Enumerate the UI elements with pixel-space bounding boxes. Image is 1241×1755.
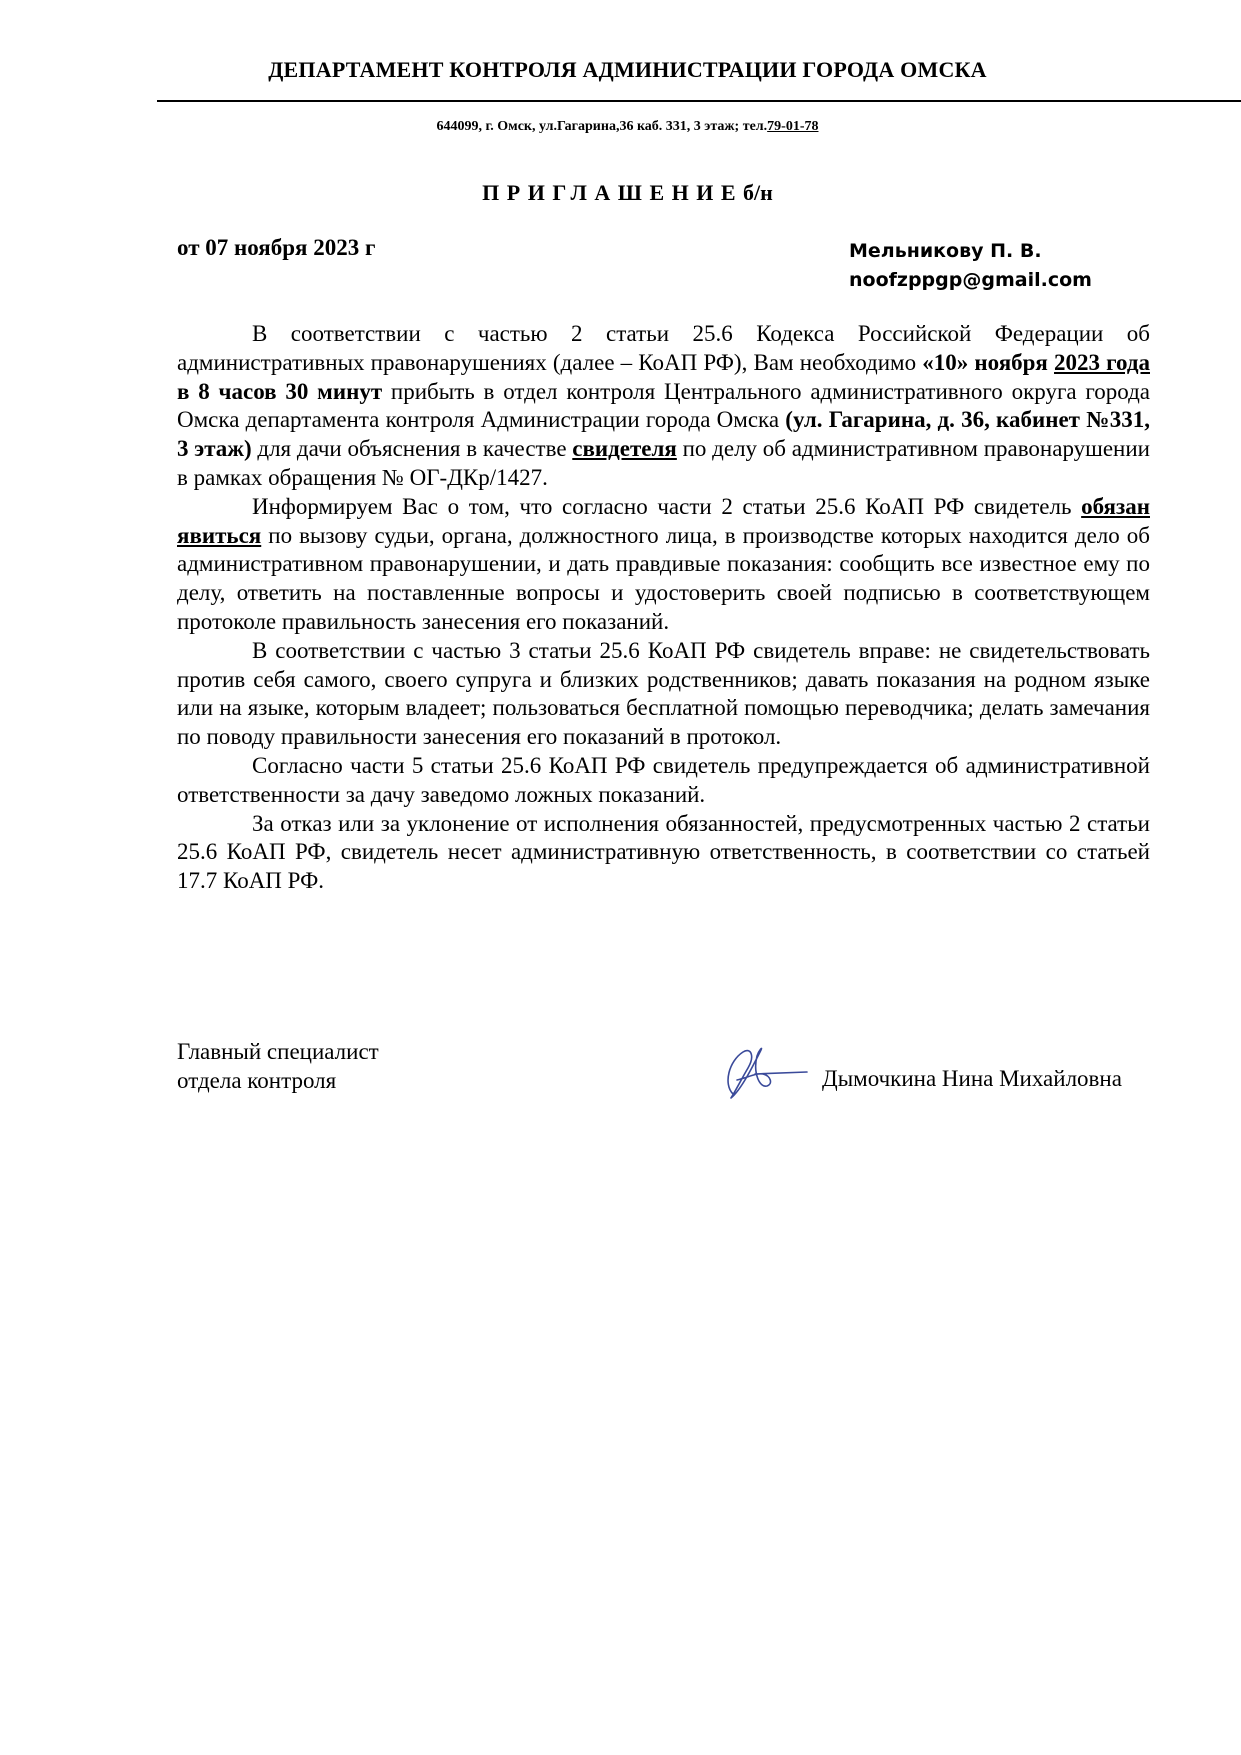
address-line [150,119,1105,135]
organization-header: ДЕПАРТАМЕНТ КОНТРОЛЯ АДМИНИСТРАЦИИ ГОРОДА ОМСКА [268,57,987,82]
p2-text-2: по вызову судьи, органа, должностного лица, в производстве которых находится дело об административном правонарушении, и дать правдивые показания: сообщить все известное ему по делу, ответить на поставленные вопросы и удостоверить своей подписью в соответствующем протоколе правильность занесения его показаний. [177,522,1150,634]
signer-position [177,1037,379,1095]
title-suffix: б/н [743,180,773,205]
position-line-1: Главный специалист [177,1039,379,1064]
paragraph-4: Согласно части 5 статьи 25.6 КоАП РФ свидетель предупреждается об административной ответственности за дачу заведомо ложных показаний. [177,752,1150,807]
recipient-email: noofzppgp@gmail.com [849,269,1092,291]
p1-witness-underlined: свидетеля [572,436,677,462]
position-line-2: отдела контроля [177,1068,337,1093]
p1-date-bold: «10» ноября [922,349,1055,375]
p1-text-2: прибыть в отдел контроля Центрального административного округа города Омска департамента контроля Администрации города Омска [177,378,1150,433]
p1-text-3: для дачи объяснения в качестве [251,436,573,462]
letter-body [177,320,1150,896]
p2-obliged-underlined: обязан явиться [177,493,1150,548]
recipient-name: Мельникову П. В. [849,240,1042,262]
handwritten-signature [715,1036,815,1106]
p1-text-4: по делу об административном правонарушении в рамках обращения № ОГ-ДКр/1427. [177,436,1150,490]
p1-year-underlined: 2023 года [1054,349,1150,375]
document-date: от 07 ноября 2023 г [177,235,376,260]
recipient-block [849,237,1092,295]
p1-text-1: В соответствии с частью 2 статьи 25.6 Кодекса Российской Федерации об административных правонарушениях (далее – КоАП РФ), Вам необходимо [177,321,1150,375]
paragraph-5: За отказ или за уклонение от исполнения обязанностей, предусмотренных частью 2 статьи 25.6 КоАП РФ, свидетель несет административную ответственность, в соответствии со статьей 17.7 КоАП РФ. [177,810,1150,894]
signer-name: Дымочкина Нина Михайловна [822,1066,1122,1091]
title-word: ПРИГЛАШЕНИЕ [482,180,744,205]
p1-address-bold: (ул. Гагарина, д. 36, кабинет №331, 3 этаж) [177,407,1150,462]
address-text: 644099, г. Омск, ул.Гагарина,36 каб. 331, 3 этаж; тел. [436,119,768,134]
paragraph-1 [177,320,1150,493]
paragraph-2 [177,493,1150,637]
p2-text-1: Информируем Вас о том, что согласно части 2 статьи 25.6 КоАП РФ свидетель [252,493,1082,519]
paragraph-3: В соответствии с частью 3 статьи 25.6 КоАП РФ свидетель вправе: не свидетельствовать против себя самого, своего супруга и близких родственников; давать показания на родном языке или на языке, которым владеет; пользоваться бесплатной помощью переводчика; делать замечания по поводу правильности занесения его показаний в протокол. [177,637,1150,750]
p1-time-bold: в 8 часов 30 минут [177,378,383,404]
document-title [150,180,1105,206]
phone-number: 79-01-78 [767,119,819,134]
header-divider [157,100,1241,102]
